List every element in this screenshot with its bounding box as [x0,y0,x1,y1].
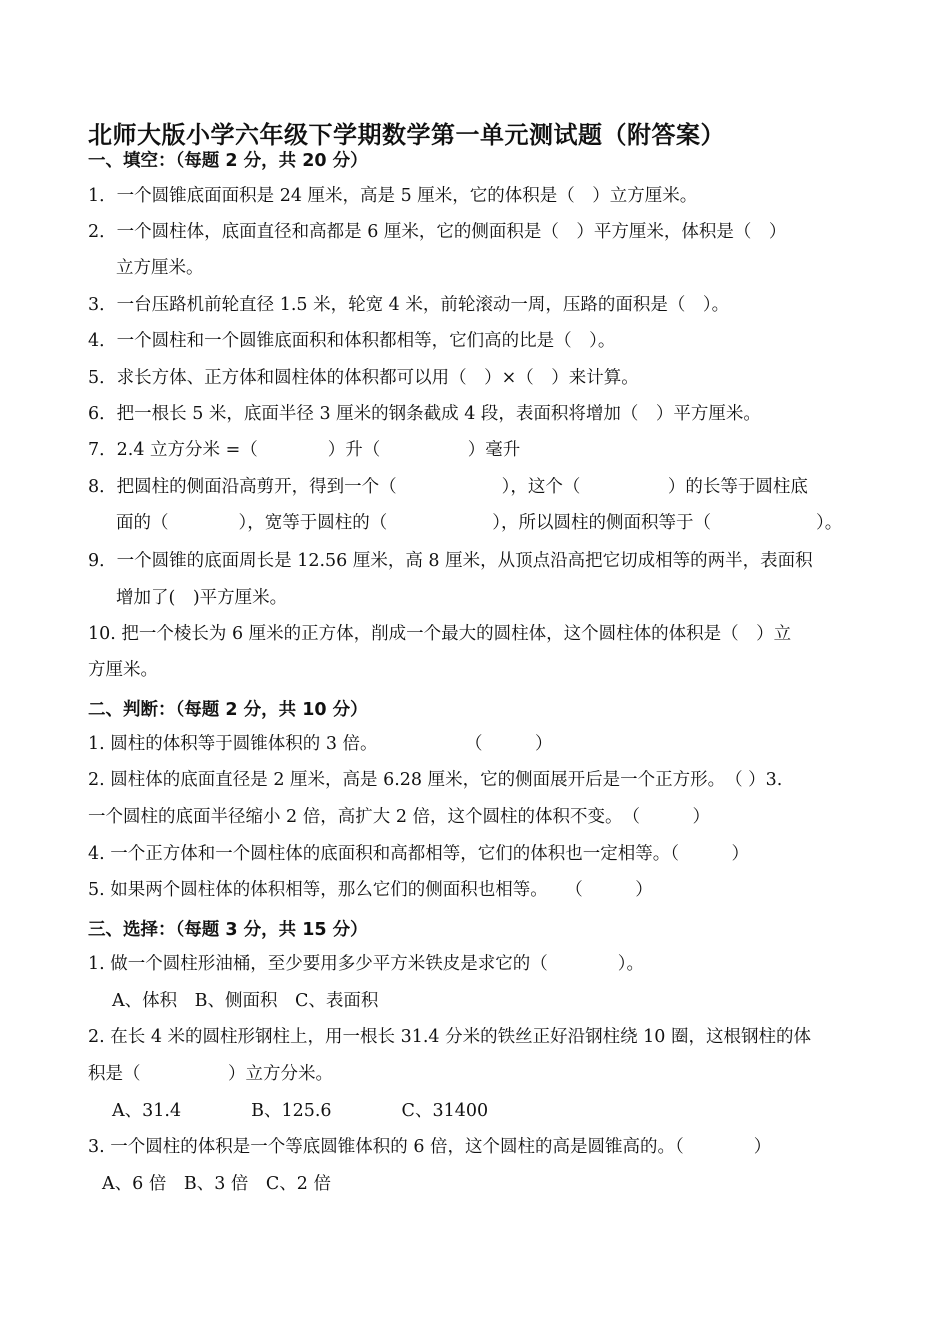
fill-question-8-cont: 面的（ ），宽等于圆柱的（ ），所以圆柱的侧面积等于（ ）。 [116,513,843,533]
choice-question-2-options: A、31.4 B、125.6 C、31400 [112,1101,489,1121]
page-title: 北师大版小学六年级下学期数学第一单元测试题（附答案） [88,121,725,149]
fill-question-1: 1．一个圆锥底面面积是 24 厘米，高是 5 厘米，它的体积是（ ）立方厘米。 [88,186,698,206]
judge-question-4: 4. 一个正方体和一个圆柱体的底面积和高都相等，它们的体积也一定相等。（ ） [88,844,750,864]
fill-question-3: 3．一台压路机前轮直径 1.5 米，轮宽 4 米，前轮滚动一周，压路的面积是（ ）。 [88,295,730,315]
choice-question-2-cont: 积是（ ）立方分米。 [88,1064,333,1084]
fill-question-9-cont: 增加了( )平方厘米。 [116,588,288,608]
choice-question-3: 3. 一个圆柱的体积是一个等底圆锥体积的 6 倍，这个圆柱的高是圆锥高的。（ ） [88,1137,772,1157]
judge-question-2: 2. 圆柱体的底面直径是 2 厘米，高是 6.28 厘米，它的侧面展开后是一个正方形。 （ ）3. [88,770,783,790]
fill-question-10: 10. 把一个棱长为 6 厘米的正方体，削成一个最大的圆柱体，这个圆柱体的体积是（ ）立 [88,624,792,644]
judge-question-1: 1. 圆柱的体积等于圆锥体积的 3 倍。 （ ） [88,734,553,754]
fill-question-6: 6．把一根长 5 米，底面半径 3 厘米的钢条截成 4 段，表面积将增加（ ）平方厘米。 [88,404,761,424]
judge-question-5: 5. 如果两个圆柱体的体积相等，那么它们的侧面积也相等。 （ ） [88,880,653,900]
fill-question-2-cont: 立方厘米。 [116,258,204,278]
fill-question-7: 7．2.4 立方分米 =（ ）升（ ）毫升 [88,440,521,460]
choice-question-3-options: A、6 倍 B、3 倍 C、2 倍 [102,1174,331,1194]
choice-question-1-options: A、体积 B、侧面积 C、表面积 [112,991,379,1011]
judge-question-3: 一个圆柱的底面半径缩小 2 倍，高扩大 2 倍，这个圆柱的体积不变。 （ ） [88,807,711,827]
fill-question-2: 2．一个圆柱体，底面直径和高都是 6 厘米，它的侧面积是（ ）平方厘米，体积是（ ） [88,222,787,242]
choice-question-2: 2. 在长 4 米的圆柱形钢柱上，用一根长 31.4 分米的铁丝正好沿钢柱绕 10 圈，这根钢柱的体 [88,1027,812,1047]
fill-question-5: 5．求长方体、正方体和圆柱体的体积都可以用（ ）×（ ）来计算。 [88,368,639,388]
fill-question-4: 4．一个圆柱和一个圆锥底面积和体积都相等，它们高的比是（ ）。 [88,331,616,351]
section-judge-heading: 二、判断：（每题 2 分，共 10 分） [88,700,368,720]
section-choice-heading: 三、选择：（每题 3 分，共 15 分） [88,920,368,940]
section-fill-heading: 一、填空：（每题 2 分，共 20 分） [88,151,368,171]
fill-question-10-cont: 方厘米。 [88,660,158,680]
fill-question-8: 8．把圆柱的侧面沿高剪开，得到一个（ ），这个（ ）的长等于圆柱底 [88,477,808,497]
choice-question-1: 1. 做一个圆柱形油桶，至少要用多少平方米铁皮是求它的（ ）。 [88,954,645,974]
fill-question-9: 9．一个圆锥的底面周长是 12.56 厘米，高 8 厘米，从顶点沿高把它切成相等的两半，表面积 [88,551,813,571]
